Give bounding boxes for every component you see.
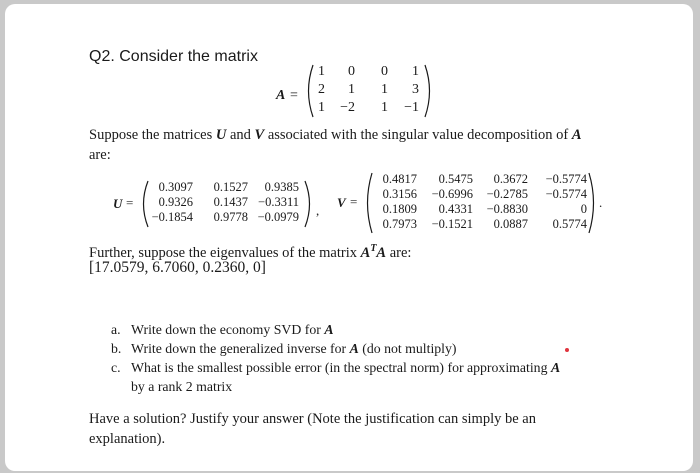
matrix-u-cell: 0.3097 [158,180,193,194]
matrix-a-cell: −1 [404,100,419,115]
matrix-u-cell: 0.1527 [213,180,248,194]
matrix-v-cell: −0.6996 [431,187,473,201]
matrix-v-cell: −0.8830 [486,202,528,216]
matrix-v-cell: 0.1809 [382,202,417,216]
matrix-a-cell: 1 [318,64,325,79]
matrix-v-cell: 0.3672 [493,172,528,186]
document-page: Q2. Consider the matrix A = 1 0 0 1 2 1 1 3 1 −2 1 −1 Suppose the matrices U and V associated with the singular value decomposition of A are: U = 0.3097 0.1527 0.9385 0.9326 0.1437 −0.3311 −0.1854 0.9778 −0.0979 , V = 0.4817 0.5475 0.3672 −0.5774 0.3156 −0.6996 −0.2785 −0.5774 0.1809 0.4331 −0.8830 0 0.7973 −0.1521 0.0887 0.5774 . Further, suppose the eigenvalues of the matrix $A^TA$ are: [17.0579, 6.7060, 0.2360, 0] a. Write down the economy SVD for A b. Write down the generalized inverse for A (do not multiply) c. What is the smallest possible error (in the spectral norm) for approximating A by a rank 2 matrix Have a solution? Justify your answer (Note the justification can simply be an explanation). [5,4,693,471]
matrix-v-cell: −0.1521 [431,217,473,231]
matrix-u-equals: = [126,195,134,210]
eigenvalues-list: [17.0579, 6.7060, 0.2360, 0] [89,259,266,276]
matrix-a-cell: 2 [318,82,325,97]
v-symbol: V [254,127,265,143]
matrix-u-label: U [113,196,123,211]
matrix-u-cell: 0.9778 [213,210,248,224]
matrix-a-cell: 1 [318,100,325,115]
matrix-v-period: . [599,195,603,210]
matrix-v-right-paren [587,172,599,234]
matrix-v-cell: 0.4817 [382,172,417,186]
matrix-v-cell: 0.4331 [438,202,473,216]
closing-paragraph: Have a solution? Justify your answer (Note the justification can simply be an explanation). [89,411,536,447]
matrix-a-label: A [276,88,286,103]
matrix-a-cell: 1 [381,82,388,97]
matrix-a-cell: 0 [348,64,355,79]
matrix-a-cell: 0 [381,64,388,79]
matrix-u-cell: 0.9326 [158,195,193,209]
matrix-v-equals: = [350,194,358,209]
matrix-u-cell: −0.3311 [258,195,299,209]
matrix-v-cell: −0.5774 [545,187,587,201]
matrix-u-cell: 0.1437 [213,195,248,209]
matrix-v-cell: −0.5774 [545,172,587,186]
matrix-v-cell: 0.0887 [493,217,528,231]
part-c-line2: by a rank 2 matrix [131,379,233,394]
matrix-a-right-paren [423,64,435,118]
matrix-v-cell: −0.2785 [486,187,528,201]
red-dot-mark [565,348,569,352]
matrix-v-cell: 0.3156 [382,187,417,201]
matrix-v-label: V [337,195,346,210]
matrix-v-cell: 0 [580,202,587,216]
matrix-a-cell: 1 [412,64,419,79]
u-symbol: U [215,127,227,143]
matrix-a-cell: 1 [381,100,388,115]
matrix-a-cell: −2 [340,100,355,115]
svd-intro-paragraph: Suppose the matrices U and V associated with the singular value decomposition of A are: [89,127,582,163]
matrix-a-equals: = [290,88,298,103]
question-title: Q2. Consider the matrix [89,48,258,65]
matrix-v-cell: 0.5774 [552,217,587,231]
matrix-v-cell: 0.7973 [382,217,417,231]
eigen-sentence: Further, suppose the eigenvalues of the matrix $A^TA$ are: [89,243,412,261]
matrix-u-cell: −0.0979 [257,210,299,224]
a-symbol: A [571,127,582,143]
matrix-u-cell: −0.1854 [151,210,193,224]
matrix-a-cell: 3 [412,82,419,97]
matrix-u-right-paren [303,180,315,228]
matrix-a-cell: 1 [348,82,355,97]
matrix-u-cell: 0.9385 [264,180,299,194]
matrix-v-cell: 0.5475 [438,172,473,186]
matrix-u-comma: , [316,203,320,218]
